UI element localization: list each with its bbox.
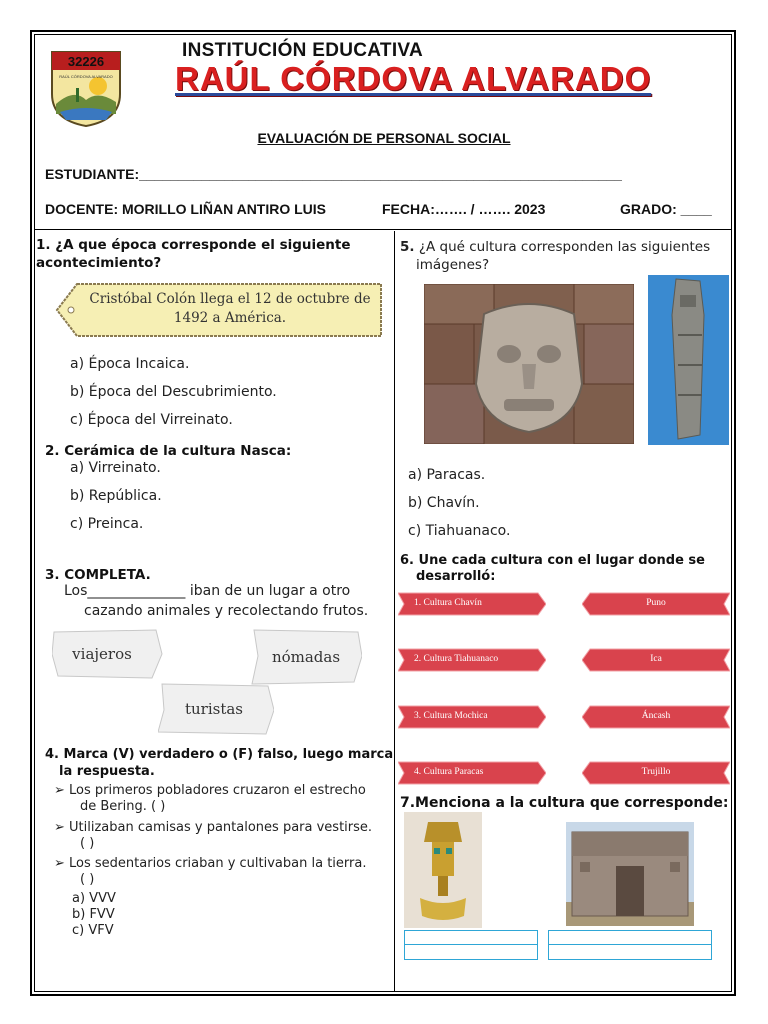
q4-statement-2-line-1: Utilizaban camisas y pantalones para vestirse. <box>69 820 373 835</box>
match-right-puno[interactable]: Puno <box>646 598 666 608</box>
word-card-viajeros[interactable]: viajeros <box>72 645 132 663</box>
stone-head-image <box>424 284 634 444</box>
tumi-knife-image <box>404 812 482 928</box>
match-right-ancash[interactable]: Áncash <box>641 711 671 721</box>
q2-option-c[interactable]: c) Preinca. <box>70 516 144 532</box>
q5-option-b[interactable]: b) Chavín. <box>408 495 480 511</box>
event-tag-line-2: 1492 a América. <box>173 310 287 326</box>
header-divider <box>34 229 732 230</box>
q4-statement-3-line-2[interactable]: ( ) <box>80 872 95 887</box>
school-name: RAÚL CÓRDOVA ALVARADO <box>175 60 652 97</box>
question-1-number: 1. <box>36 237 51 253</box>
logo-text: RAÚL CÓRDOVA ALVARADO <box>59 74 113 79</box>
grade-field[interactable]: GRADO: ____ <box>620 201 712 217</box>
q4-statement-1-line-1: Los primeros pobladores cruzaron el estrecho <box>69 783 366 798</box>
q2-option-b[interactable]: b) República. <box>70 488 162 504</box>
question-2-text: 2. Cerámica de la cultura Nasca: <box>45 443 292 459</box>
match-left-mochica[interactable]: 3. Cultura Mochica <box>414 711 488 721</box>
q4-option-b[interactable]: b) FVV <box>72 907 115 922</box>
event-tag-text <box>80 290 380 328</box>
q2-option-a[interactable]: a) Virreinato. <box>70 460 161 476</box>
logo-number: 32226 <box>67 54 105 69</box>
student-field[interactable]: ESTUDIANTE:______________________________________________________________ <box>45 166 622 182</box>
institution-label: INSTITUCIÓN EDUCATIVA <box>182 40 423 61</box>
q1-option-b[interactable]: b) Época del Descubrimiento. <box>70 384 277 400</box>
question-6-line-1: 6. Une cada cultura con el lugar donde se <box>400 553 705 568</box>
q1-option-a[interactable]: a) Época Incaica. <box>70 356 190 372</box>
match-left-tiahuanaco[interactable]: 2. Cultura Tiahuanaco <box>414 654 499 664</box>
school-logo <box>46 44 126 128</box>
q3-line-1: Los______________ iban de un lugar a otro <box>64 583 351 599</box>
match-left-paracas[interactable]: 4. Cultura Paracas <box>414 767 484 777</box>
arrow-bullet-icon: ➢ <box>54 820 70 835</box>
date-field[interactable]: FECHA:……. / ……. 2023 <box>382 201 546 217</box>
question-4-line-2: la respuesta. <box>59 764 155 779</box>
answer-box-2[interactable] <box>548 930 712 960</box>
q5-option-c[interactable]: c) Tiahuanaco. <box>408 523 511 539</box>
q4-statement-3 <box>54 856 384 888</box>
match-left-chavin[interactable]: 1. Cultura Chavín <box>414 598 482 608</box>
question-4-text <box>45 746 393 780</box>
q4-statement-2 <box>54 820 384 852</box>
question-5-number: 5. <box>400 239 415 255</box>
sun-gate-image <box>566 822 694 926</box>
column-divider <box>394 231 395 991</box>
question-4-line-1: 4. Marca (V) verdadero o (F) falso, luego marca <box>45 747 394 762</box>
question-6 <box>400 553 730 585</box>
q4-statement-1-line-2[interactable]: de Bering. ( ) <box>80 799 166 814</box>
q4-statement-2-line-2[interactable]: ( ) <box>80 836 95 851</box>
q4-option-c[interactable]: c) VFV <box>72 923 114 938</box>
question-5-line-1: ¿A qué cultura corresponden las siguientes <box>418 239 711 255</box>
stone-monolith-image <box>648 275 729 445</box>
evaluation-title: EVALUACIÓN DE PERSONAL SOCIAL <box>257 130 511 146</box>
q4-statement-3-line-1: Los sedentarios criaban y cultivaban la tierra. <box>69 856 367 871</box>
arrow-bullet-icon: ➢ <box>54 856 70 871</box>
match-right-ica[interactable]: Ica <box>650 654 662 664</box>
question-1-text: ¿A que época corresponde el siguiente acontecimiento? <box>36 237 351 271</box>
question-6-line-2: desarrolló: <box>416 569 496 584</box>
question-5 <box>400 238 732 274</box>
q4-option-a[interactable]: a) VVV <box>72 891 116 906</box>
q3-line-2: cazando animales y recolectando frutos. <box>84 603 369 619</box>
match-right-trujillo[interactable]: Trujillo <box>641 767 671 777</box>
word-card-nomadas[interactable]: nómadas <box>271 648 341 666</box>
q5-option-a[interactable]: a) Paracas. <box>408 467 486 483</box>
answer-box-1[interactable] <box>404 930 538 960</box>
q4-statement-1 <box>54 783 384 815</box>
question-5-line-2: imágenes? <box>416 257 490 273</box>
question-7-text: 7.Menciona a la cultura que corresponde: <box>400 795 729 811</box>
question-3-text: 3. COMPLETA. <box>45 567 151 583</box>
word-card-turistas[interactable]: turistas <box>184 700 244 718</box>
q1-option-c[interactable]: c) Época del Virreinato. <box>70 412 233 428</box>
event-tag-line-1: Cristóbal Colón llega el 12 de octubre de <box>89 291 371 307</box>
answer-box-2-line <box>548 944 712 945</box>
answer-box-1-line <box>404 944 538 945</box>
teacher-label: DOCENTE: MORILLO LIÑAN ANTIRO LUIS <box>45 201 327 217</box>
question-1 <box>36 236 388 272</box>
arrow-bullet-icon: ➢ <box>54 783 70 798</box>
